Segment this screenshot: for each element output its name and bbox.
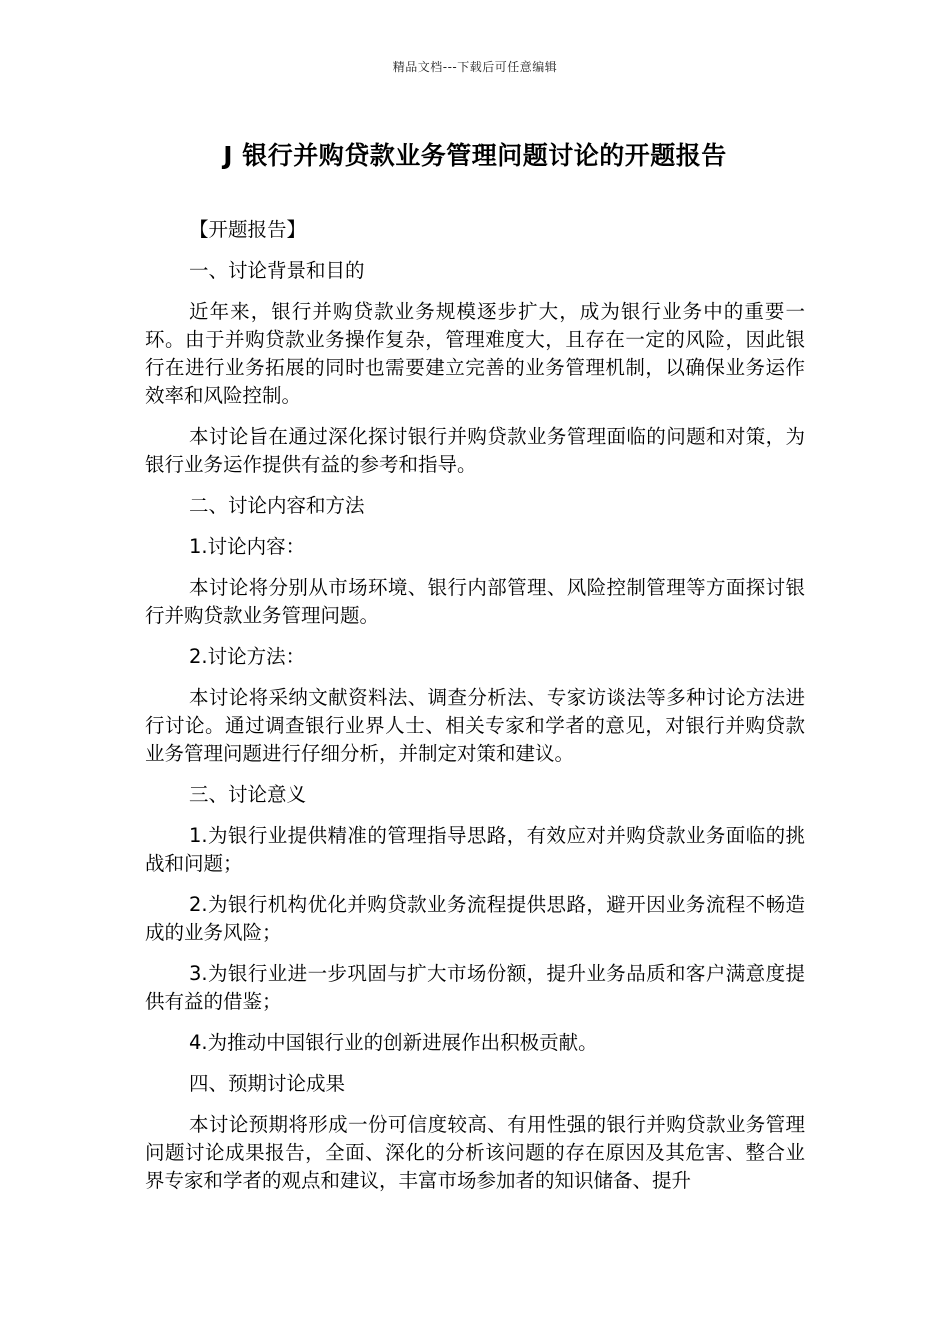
list-item-significance-1: 1.为银行业提供精准的管理指导思路，有效应对并购贷款业务面临的挑战和问题；	[145, 824, 805, 875]
heading-expected-results: 四、预期讨论成果	[189, 1072, 346, 1095]
list-item-significance-4: 4.为推动中国银行业的创新进展作出积极贡献。	[189, 1031, 598, 1054]
paragraph-expected-results: 本讨论预期将形成一份可信度较高、有用性强的银行并购贷款业务管理问题讨论成果报告，全面、深化的分析该问题的存在原因及其危害、整合业界专家和学者的观点和建议，丰富市场参加者的知识储备、提升	[145, 1113, 805, 1192]
document-title: J 银行并购贷款业务管理问题讨论的开题报告	[223, 141, 727, 170]
document-body	[145, 216, 805, 1208]
subheading-content: 1.讨论内容：	[189, 535, 306, 558]
header-note: 精品文档---下载后可任意编辑	[392, 60, 558, 74]
paragraph-method: 本讨论将采纳文献资料法、调查分析法、专家访谈法等多种讨论方法进行讨论。通过调查银行业界人士、相关专家和学者的意见，对银行并购贷款业务管理问题进行仔细分析，并制定对策和建议。	[145, 686, 805, 765]
paragraph-report-label: 【开题报告】	[189, 218, 307, 241]
paragraph-purpose: 本讨论旨在通过深化探讨银行并购贷款业务管理面临的问题和对策，为银行业务运作提供有益的参考和指导。	[145, 425, 805, 476]
paragraph-background: 近年来，银行并购贷款业务规模逐步扩大，成为银行业务中的重要一环。由于并购贷款业务操作复杂，管理难度大，且存在一定的风险，因此银行在进行业务拓展的同时也需要建立完善的业务管理机制，以确保业务运作效率和风险控制。	[145, 300, 805, 407]
list-item-significance-3: 3.为银行业进一步巩固与扩大市场份额，提升业务品质和客户满意度提供有益的借鉴；	[145, 962, 805, 1013]
heading-significance: 三、讨论意义	[189, 783, 307, 806]
heading-content-method: 二、讨论内容和方法	[189, 494, 365, 517]
heading-background-purpose: 一、讨论背景和目的	[189, 259, 365, 282]
subheading-method: 2.讨论方法：	[189, 645, 306, 668]
paragraph-content: 本讨论将分别从市场环境、银行内部管理、风险控制管理等方面探讨银行并购贷款业务管理问题。	[145, 576, 805, 627]
list-item-significance-2: 2.为银行机构优化并购贷款业务流程提供思路，避开因业务流程不畅造成的业务风险；	[145, 893, 805, 944]
